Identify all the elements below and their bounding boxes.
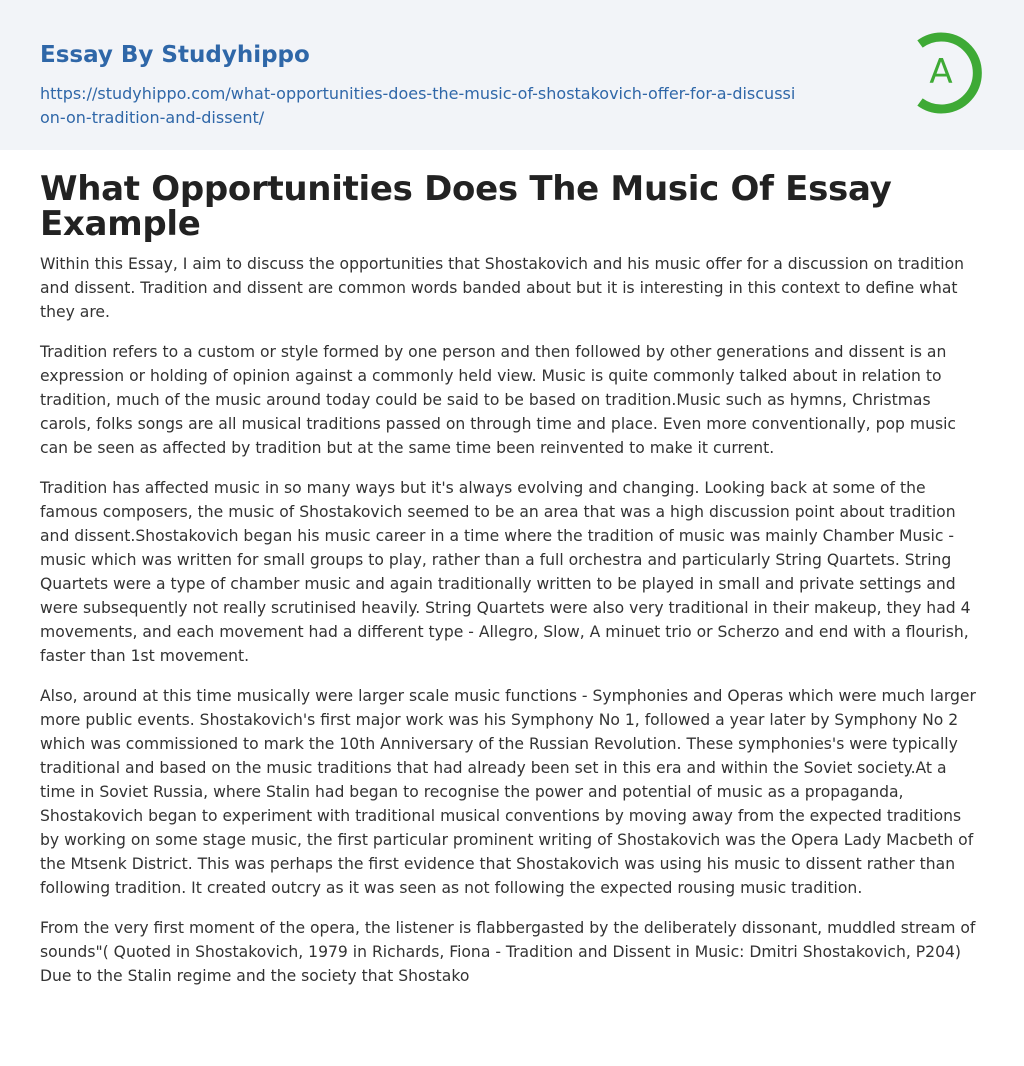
logo-letter: A (929, 52, 953, 92)
paragraph-1: Within this Essay, I aim to discuss the opportunities that Shostakovich and his music offer for a discussion on tradition and dissent. Tradition and dissent are common words banded about but it is interesting in this context to define what they are. (40, 255, 965, 321)
paragraph-3: Tradition has affected music in so many ways but it's always evolving and changing. Looking back at some of the famous composers, the music of Shostakovich seemed to be an area that was a high discussion point about tradition and dissent.Shostakovich began his music career in a time where the tradition of music was mainly Chamber Music - music which was written for small groups to play, rather than a full orchestra and particularly String Quartets. String Quartets were a type of chamber music and again traditionally written to be played in small and private settings and were subsequently not really scrutinised heavily. String Quartets were also very traditional in their makeup, they had 4 movements, and each movement had a different type - Allegro, Slow, A minuet trio or Scherzo and end with a flourish, faster than 1st movement. (40, 479, 971, 665)
paragraph-4: Also, around at this time musically were larger scale music functions - Symphonies and Operas which were much larger more public events. Shostakovich's first major work was his Symphony No 1, followed a year later by Symphony No 2 which was commissioned to mark the 10th Anniversary of the Russian Revolution. These symphonies's were typically traditional and based on the music traditions that had already been set in this era and within the Soviet society.At a time in Soviet Russia, where Stalin had began to recognise the power and potential of music as a propaganda, Shostakovich began to experiment with traditional musical conventions by moving away from the expected traditions by working on some stage music, the first particular prominent writing of Shostakovich was the Opera Lady Macbeth of the Mtsenk District. This was perhaps the first evidence that Shostakovich was using his music to dissent rather than following tradition. It created outcry as it was seen as not following the expected rousing music tradition. (40, 687, 976, 897)
studyhippo-logo-icon[interactable] (912, 28, 988, 118)
article (0, 150, 1024, 988)
site-brand[interactable]: Essay By Studyhippo (40, 42, 310, 68)
essay-url-link[interactable]: https://studyhippo.com/what-opportunities-does-the-music-of-shostakovich-offer-for-a-discussion-on-tradition-and-dissent/ (40, 84, 796, 127)
page-header (0, 0, 1024, 150)
essay-title: What Opportunities Does The Music Of Essay Example (40, 169, 892, 244)
paragraph-5: From the very first moment of the opera, the listener is flabbergasted by the deliberately dissonant, muddled stream of sounds"( Quoted in Shostakovich, 1979 in Richards, Fiona - Tradition and Dissent in Music: Dmitri Shostakovich, P204) Due to the Stalin regime and the society that Shostako (40, 919, 976, 985)
paragraph-2: Tradition refers to a custom or style formed by one person and then followed by other generations and dissent is an expression or holding of opinion against a commonly held view. Music is quite commonly talked about in relation to tradition, much of the music around today could be said to be based on tradition.Music such as hymns, Christmas carols, folks songs are all musical traditions passed on through time and place. Even more conventionally, pop music can be seen as affected by tradition but at the same time been reinvented to make it current. (40, 343, 956, 457)
